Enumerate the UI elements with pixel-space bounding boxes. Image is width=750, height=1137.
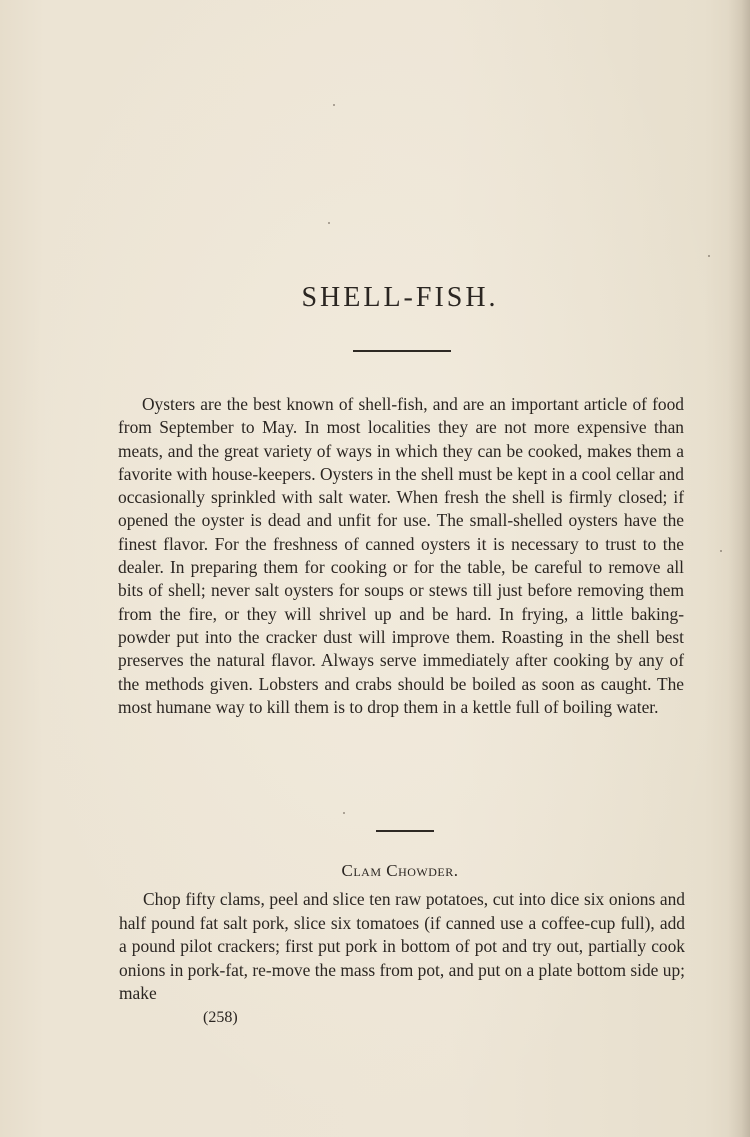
recipe-heading bbox=[0, 861, 750, 882]
paper-speck bbox=[720, 550, 722, 552]
intro-paragraph: Oysters are the best known of shell-fish, and are an important article of food from September to May. In most localities they are not more expensive than meats, and the great variety of ways in which they can be cooked, makes them a favorite with house-keepers. Oysters in the shell must be kept in a cool cellar and occasionally sprinkled with salt water. When fresh the shell is firmly closed; if opened the oyster is dead and unfit for use. The small-shelled oysters have the finest flavor. For the freshness of canned oysters it is necessary to trust to the dealer. In preparing them for cooking or for the table, be careful to remove all bits of shell; never salt oysters for soups or stews till just before removing them from the fire, or they will shrivel up and be hard. In frying, a little baking-powder put into the cracker dust will improve them. Roasting in the shell best preserves the natural flavor. Always serve immediately after cooking by any of the methods given. Lobsters and crabs should be boiled as soon as caught. The most humane way to kill them is to drop them in a kettle full of boiling water. bbox=[118, 394, 684, 717]
paper-speck bbox=[333, 104, 335, 106]
paper-speck bbox=[708, 255, 710, 257]
paper-speck bbox=[328, 222, 330, 224]
paper-speck bbox=[343, 812, 345, 814]
recipe-paragraph: Chop fifty clams, peel and slice ten raw potatoes, cut into dice six onions and half pound fat salt pork, slice six tomatoes (if canned use a coffee-cup full), add a pound pilot crackers; first put pork in bottom of pot and try out, partially cook onions in pork-fat, re-move the mass from pot, and put on a plate bottom side up; make bbox=[119, 889, 685, 1004]
title-divider bbox=[353, 350, 451, 352]
page-number: (258) bbox=[203, 1009, 238, 1026]
section-divider bbox=[376, 830, 434, 832]
page-edge-shadow bbox=[728, 0, 750, 1137]
chapter-title: SHELL-FISH. bbox=[301, 282, 499, 313]
recipe-heading-text: Clam Chowder. bbox=[341, 861, 459, 880]
